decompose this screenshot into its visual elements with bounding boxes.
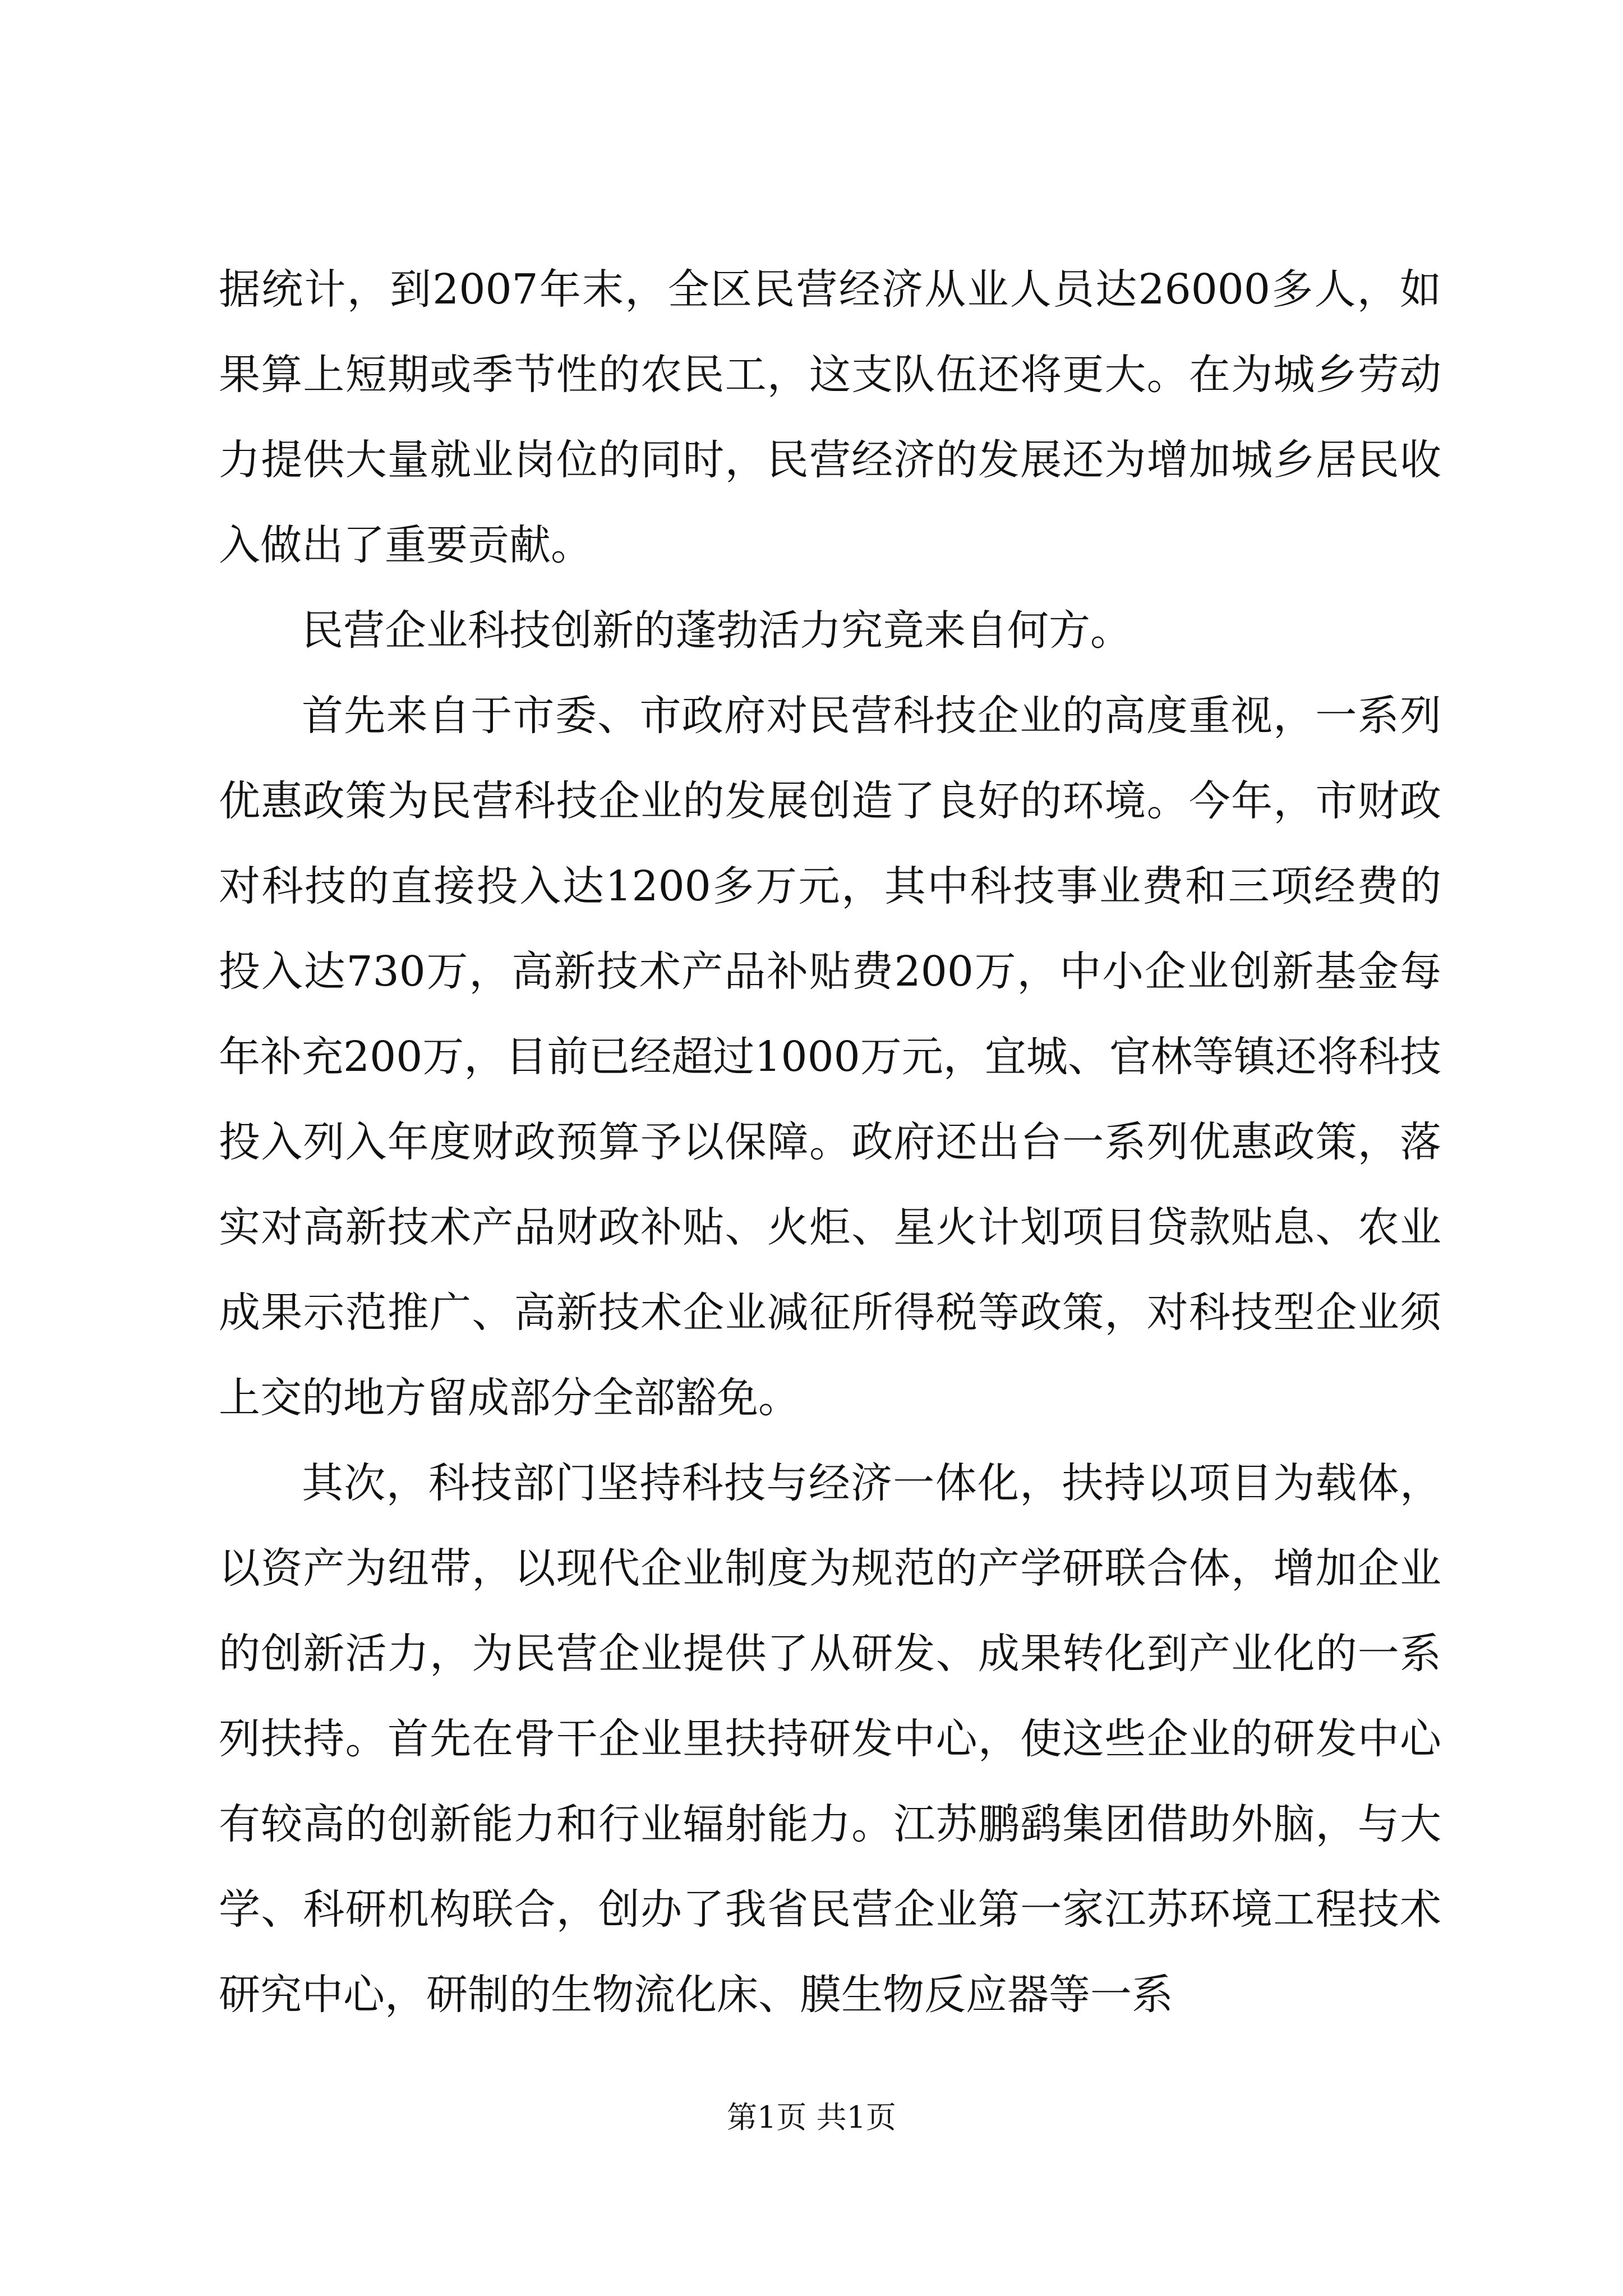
- page-footer: 第1页 共1页: [727, 2100, 896, 2135]
- paragraph-2: 民营企业科技创新的蓬勃活力究竟来自何方。: [302, 606, 1132, 655]
- document-body: [219, 247, 1441, 2037]
- paragraph-4: 其次，科技部门坚持科技与经济一体化，扶持以项目为载体，以资产为纽带，以现代企业制度为规范的产学研联合体，增加企业的创新活力，为民营企业提供了从研发、成果转化到产业化的一系列扶持。首先在骨干企业里扶持研发中心，使这些企业的研发中心有较高的创新能力和行业辐射能力。江苏鹏鹞集团借助外脑，与大学、科研机构联合，创办了我省民营企业第一家江苏环境工程技术研究中心，研制的生物流化床、膜生物反应器等一系: [219, 1459, 1441, 2019]
- paragraph-1: 据统计，到2007年末，全区民营经济从业人员达26000多人，如果算上短期或季节性的农民工，这支队伍还将更大。在为城乡劳动力提供大量就业岗位的同时，民营经济的发展还为增加城乡居民收入做出了重要贡献。: [219, 265, 1441, 569]
- paragraph-3: 首先来自于市委、市政府对民营科技企业的高度重视，一系列优惠政策为民营科技企业的发展创造了良好的环境。今年，市财政对科技的直接投入达1200多万元，其中科技事业费和三项经费的投入达730万，高新技术产品补贴费200万，中小企业创新基金每年补充200万，目前已经超过1000万元，宜城、官林等镇还将科技投入列入年度财政预算予以保障。政府还出台一系列优惠政策，落实对高新技术产品财政补贴、火炬、星火计划项目贷款贴息、农业成果示范推广、高新技术企业减征所得税等政策，对科技型企业须上交的地方留成部分全部豁免。: [219, 692, 1441, 1422]
